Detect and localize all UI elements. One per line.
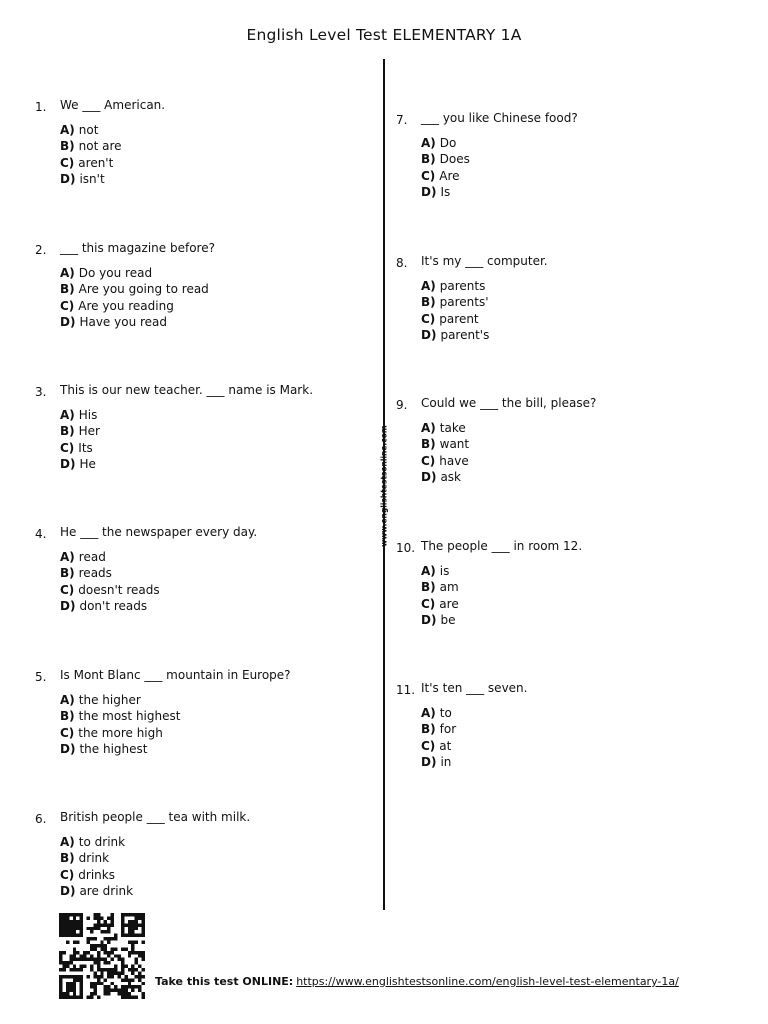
answer-option[interactable] [421,436,469,452]
question-text: ___ this magazine before? [60,241,215,255]
option-letter: D) [421,754,437,769]
footer-label: Take this test ONLINE: [155,975,294,988]
option-text: parent's [440,327,490,342]
answer-options [421,705,456,770]
site-watermark-text: www.englishtestsonline.com [379,425,389,547]
question-number: 10. [396,541,416,555]
option-text: Do [439,136,457,150]
question-number: 6. [35,812,47,826]
question-text: We ___ American. [60,98,166,112]
option-letter: D) [60,883,76,898]
question-number: 4. [35,527,47,541]
option-text: to drink [78,835,126,849]
option-letter: B) [60,424,75,439]
option-text: His [78,408,98,422]
answer-option[interactable] [60,407,100,423]
option-letter: A) [60,123,75,137]
question-number: 7. [396,113,408,127]
option-letter: C) [421,596,436,611]
option-letter: C) [421,738,436,753]
answer-option[interactable] [60,708,180,724]
answer-option[interactable] [421,563,459,579]
option-letter: C) [421,168,436,183]
option-text: the higher [78,693,141,707]
option-text: don't reads [79,598,148,613]
option-letter: B) [421,722,436,737]
option-letter: D) [60,171,76,186]
option-letter: A) [60,693,75,707]
option-text: He [79,456,96,471]
answer-option[interactable] [421,278,489,294]
question-text: He ___ the newspaper every day. [60,525,258,539]
option-text: be [440,612,456,627]
option-text: want [439,437,470,452]
option-letter: A) [421,706,436,720]
answer-options [421,563,459,628]
option-letter: A) [421,564,436,578]
answer-option[interactable] [421,135,470,151]
option-letter: A) [60,835,75,849]
site-watermark [376,420,392,552]
option-text: am [439,580,459,595]
option-text: for [439,722,457,737]
option-letter: C) [60,298,75,313]
question-text: British people ___ tea with milk. [60,810,251,824]
option-text: Do you read [78,266,153,280]
option-text: reads [78,566,112,581]
answer-option[interactable] [60,155,122,171]
option-text: the more high [78,725,163,740]
option-text: isn't [79,171,105,186]
option-letter: B) [60,282,75,297]
option-letter: B) [60,566,75,581]
option-letter: B) [60,709,75,724]
answer-option[interactable] [60,138,122,154]
option-letter: C) [60,582,75,597]
answer-option[interactable] [421,184,470,200]
answer-option[interactable] [421,705,456,721]
option-text: drinks [78,867,115,882]
option-text: Have you read [79,314,168,329]
answer-option[interactable] [421,754,456,770]
answer-options [60,692,180,757]
question-number: 1. [35,100,47,114]
answer-options [60,549,160,614]
answer-option[interactable] [60,281,209,297]
option-letter: B) [421,295,436,310]
answer-options [60,407,100,472]
question-number: 3. [35,385,47,399]
answer-option[interactable] [60,456,100,472]
question-number: 5. [35,670,47,684]
question-text: ___ you like Chinese food? [421,111,578,125]
option-letter: A) [60,266,75,280]
answer-options [60,265,209,330]
option-text: to [439,706,452,720]
question-text: This is our new teacher. ___ name is Mark. [60,383,314,397]
answer-option[interactable] [60,440,100,456]
option-text: read [78,550,106,564]
qr-code-icon[interactable] [57,913,147,999]
answer-option[interactable] [60,314,209,330]
answer-option[interactable] [421,579,459,595]
answer-option[interactable] [60,850,133,866]
option-text: Does [439,152,470,167]
option-letter: A) [60,550,75,564]
answer-options [421,278,489,343]
option-letter: B) [421,437,436,452]
answer-option[interactable] [421,738,456,754]
answer-option[interactable] [421,294,489,310]
answer-option[interactable] [60,598,160,614]
question-number: 8. [396,256,408,270]
test-online-link[interactable]: https://www.englishtestsonline.com/english-level-test-elementary-1a/ [296,975,679,988]
answer-option[interactable] [421,612,459,628]
option-text: aren't [78,155,114,170]
answer-option[interactable] [421,469,469,485]
answer-option[interactable] [60,867,133,883]
option-text: Are you reading [78,298,174,313]
option-letter: C) [421,311,436,326]
option-text: doesn't reads [78,582,160,597]
answer-option[interactable] [60,122,122,138]
answer-option[interactable] [421,721,456,737]
option-text: Are [439,168,460,183]
footer [155,975,679,988]
option-text: Is [440,184,451,199]
option-letter: D) [60,314,76,329]
option-text: not [78,123,99,137]
question-number: 11. [396,683,416,697]
answer-option[interactable] [421,151,470,167]
option-letter: D) [421,469,437,484]
option-letter: D) [60,456,76,471]
question-number: 9. [396,398,408,412]
answer-option[interactable] [421,311,489,327]
option-text: is [439,564,450,578]
option-letter: A) [421,136,436,150]
option-text: the highest [79,741,148,756]
option-letter: A) [60,408,75,422]
option-letter: B) [60,851,75,866]
question-text: The people ___ in room 12. [421,539,583,553]
question-text: Is Mont Blanc ___ mountain in Europe? [60,668,291,682]
option-letter: C) [60,440,75,455]
answer-option[interactable] [421,168,470,184]
answer-option[interactable] [60,565,160,581]
option-text: not are [78,139,122,154]
option-text: are [439,596,459,611]
option-letter: A) [421,421,436,435]
option-text: parents [439,279,486,293]
option-text: have [439,453,469,468]
option-text: are drink [79,883,134,898]
answer-option[interactable] [60,423,100,439]
option-letter: D) [421,612,437,627]
option-letter: A) [421,279,436,293]
answer-option[interactable] [421,596,459,612]
answer-option[interactable] [60,265,209,281]
answer-option[interactable] [60,725,180,741]
option-text: Its [78,440,93,455]
answer-options [60,122,122,187]
option-letter: D) [421,327,437,342]
answer-option[interactable] [60,741,180,757]
option-text: at [439,738,452,753]
answer-option[interactable] [60,692,180,708]
option-letter: B) [421,580,436,595]
option-text: Her [78,424,100,439]
question-text: It's my ___ computer. [421,254,548,268]
option-letter: C) [60,155,75,170]
question-text: Could we ___ the bill, please? [421,396,597,410]
option-text: the most highest [78,709,181,724]
option-text: parents' [439,295,489,310]
option-text: Are you going to read [78,282,209,297]
option-letter: B) [421,152,436,167]
answer-option[interactable] [60,171,122,187]
option-letter: C) [60,725,75,740]
option-letter: B) [60,139,75,154]
answer-option[interactable] [421,327,489,343]
answer-option[interactable] [60,883,133,899]
answer-options [421,135,470,200]
option-letter: D) [60,598,76,613]
answer-option[interactable] [60,834,133,850]
option-letter: C) [421,453,436,468]
option-text: ask [440,469,462,484]
option-text: drink [78,851,110,866]
answer-options [421,420,469,485]
answer-option[interactable] [60,298,209,314]
answer-option[interactable] [421,453,469,469]
question-text: It's ten ___ seven. [421,681,528,695]
option-text: parent [439,311,479,326]
page-title: English Level Test ELEMENTARY 1A [246,26,522,44]
option-letter: C) [60,867,75,882]
option-letter: D) [421,184,437,199]
answer-option[interactable] [421,420,469,436]
answer-option[interactable] [60,582,160,598]
option-letter: D) [60,741,76,756]
option-text: take [439,421,466,435]
answer-options [60,834,133,899]
question-number: 2. [35,243,47,257]
option-text: in [440,754,452,769]
answer-option[interactable] [60,549,160,565]
